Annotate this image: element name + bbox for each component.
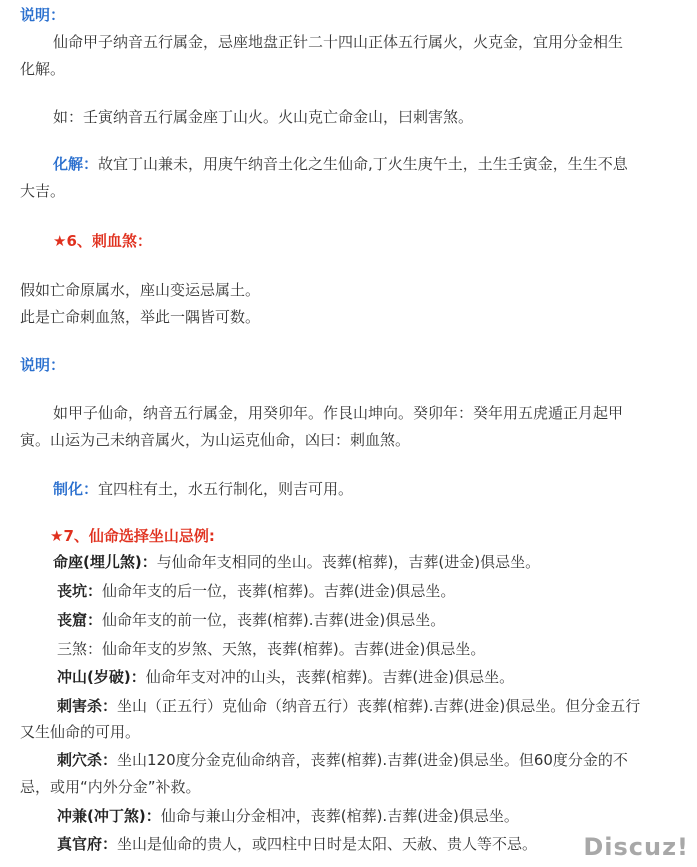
inline-text: 故宜丁山兼未，用庚午纳音土化之生仙命,丁火生庚午土，土生壬寅金，生生不息 [98,155,628,173]
list-term: 刺害杀： [57,697,118,715]
list-term: 冲山(岁破)： [57,668,146,686]
list-item [57,664,514,690]
section-title: ★7、仙命选择坐山忌例: [50,527,215,545]
section-heading: 说明： [20,6,66,24]
list-text: 坐山（正五行）克仙命（纳音五行）丧葬(棺葬).吉葬(进金)俱忌坐。但分金五行 [117,697,641,715]
paragraph-line: 化解。 [20,60,66,78]
paragraph-line: 寅。山运为己未纳音属火，为山运克仙命，凶曰：刺血煞。 [20,431,411,449]
paragraph-line: 大吉。 [20,182,66,200]
paragraph-line: 如：壬寅纳音五行属金座丁山火。火山克亡命金山，曰刺害煞。 [53,108,474,126]
list-item [57,607,445,633]
list-text: 与仙命年支相同的坐山。丧葬(棺葬)，吉葬(进金)俱忌坐。 [156,553,541,571]
list-item [57,831,537,857]
list-term: 丧坑： [57,582,103,600]
list-text: 仙命年支对冲的山头，丧葬(棺葬)。吉葬(进金)俱忌坐。 [145,668,515,686]
list-term: 冲兼(冲丁煞)： [57,807,161,825]
list-term: 真官府： [57,835,118,853]
list-item [53,549,540,575]
list-term: 命座(埋儿煞)： [53,553,157,571]
section-heading: 说明： [20,356,66,374]
list-item [57,578,455,604]
section-title: ★6、刺血煞： [53,232,152,250]
list-item-continuation: 又生仙命的可用。 [20,723,141,741]
list-item-continuation: 忌，或用“内外分金”补救。 [20,778,201,796]
list-item [57,747,628,773]
discuz-watermark: Discuz! [583,833,689,861]
list-item [57,693,640,719]
paragraph-line [53,151,628,177]
paragraph-line: 仙命甲子纳音五行属金，忌座地盘正针二十四山正体五行属火，火克金，宜用分金相生 [53,33,624,51]
list-text: 三煞：仙命年支的岁煞、天煞，丧葬(棺葬)。吉葬(进金)俱忌坐。 [57,640,486,658]
list-text: 坐山是仙命的贵人，或四柱中日时是太阳、天赦、贵人等不忌。 [117,835,538,853]
paragraph-line: 如甲子仙命，纳音五行属金，用癸卯年。作艮山坤向。癸卯年：癸年用五虎遁正月起甲 [53,404,624,422]
list-text: 坐山120度分金克仙命纳音，丧葬(棺葬).吉葬(进金)俱忌坐。但60度分金的不 [117,751,628,769]
list-text: 仙命年支的后一位，丧葬(棺葬)。吉葬(进金)俱忌坐。 [102,582,456,600]
list-item [57,636,485,662]
inline-label: 化解： [53,155,99,173]
paragraph-line [53,476,353,502]
inline-label: 制化： [53,480,99,498]
paragraph-line: 此是亡命刺血煞，举此一隅皆可数。 [20,308,261,326]
list-term: 丧窟： [57,611,103,629]
list-item [57,803,519,829]
list-text: 仙命年支的前一位，丧葬(棺葬).吉葬(进金)俱忌坐。 [102,611,446,629]
list-text: 仙命与兼山分金相冲，丧葬(棺葬).吉葬(进金)俱忌坐。 [160,807,519,825]
list-term: 刺穴杀： [57,751,118,769]
inline-text: 宜四柱有土，水五行制化，则吉可用。 [98,480,354,498]
paragraph-line: 假如亡命原属水，座山变运忌属土。 [20,281,261,299]
